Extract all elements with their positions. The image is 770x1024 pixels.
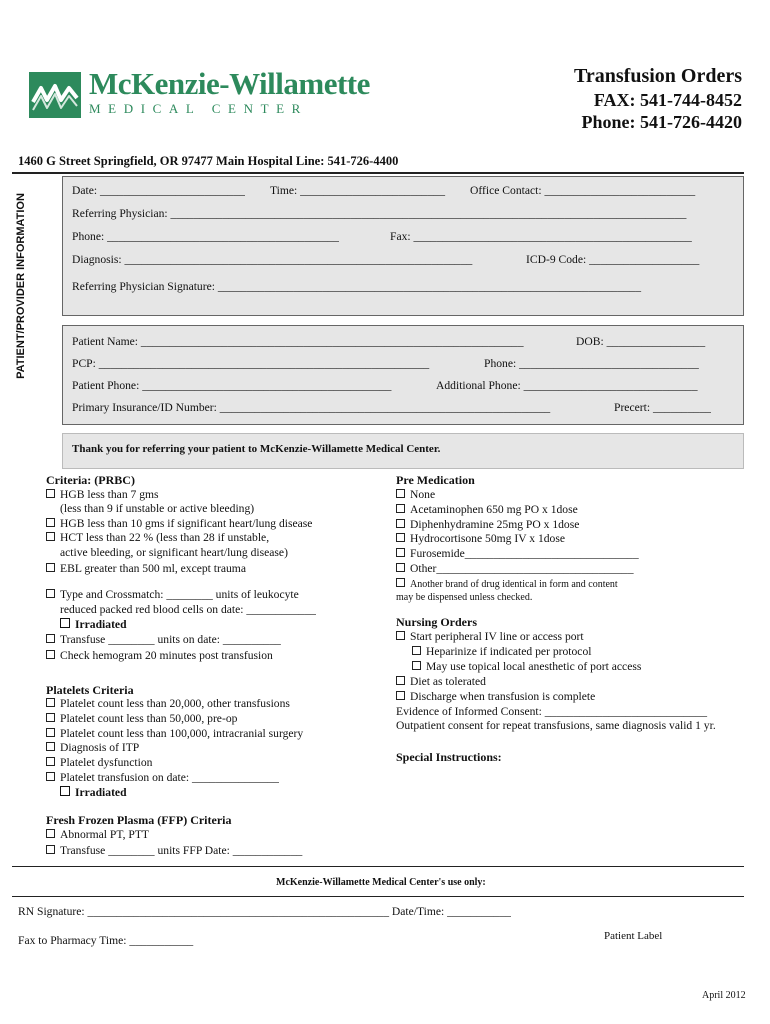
divider: [12, 172, 744, 174]
checkbox[interactable]: [46, 829, 55, 838]
patient-label: Patient Label: [604, 930, 663, 942]
nursing-heading: Nursing Orders: [396, 615, 477, 629]
referring-physician-field[interactable]: Referring Physician: _________________________________________________________________________________________: [72, 207, 687, 220]
dob-field[interactable]: DOB: _________________: [576, 335, 706, 348]
outpatient-consent: Outpatient consent for repeat transfusions, same diagnosis valid 1 yr.: [396, 719, 716, 732]
diet: Diet as tolerated: [410, 675, 486, 688]
logo-mark: [29, 72, 81, 118]
prbc-item: (less than 9 if unstable or active bleeding): [60, 502, 255, 515]
checkbox[interactable]: [46, 772, 55, 781]
checkbox[interactable]: [46, 634, 55, 643]
divider: [12, 896, 744, 897]
checkbox[interactable]: [46, 713, 55, 722]
pcp-phone-field[interactable]: Phone: _______________________________: [484, 357, 699, 370]
logo-wave-icon: [29, 72, 81, 118]
checkbox[interactable]: [396, 548, 405, 557]
side-label-text: PATIENT/PROVIDER INFORMATION: [15, 193, 27, 379]
premed-item: Acetaminophen 650 mg PO x 1dose: [410, 503, 578, 516]
start-iv: Start peripheral IV line or access port: [410, 630, 584, 643]
insurance-field[interactable]: Primary Insurance/ID Number: _________________________________________________________: [72, 401, 551, 414]
time-field[interactable]: Time: _________________________: [270, 184, 446, 197]
precert-field[interactable]: Precert: __________: [614, 401, 711, 414]
check-hemogram: Check hemogram 20 minutes post transfusion: [60, 649, 273, 662]
platelet-item: Platelet count less than 20,000, other transfusions: [60, 697, 290, 710]
ffp-item: Transfuse ________ units FFP Date: ____________: [60, 844, 303, 857]
checkbox[interactable]: [396, 691, 405, 700]
checkbox[interactable]: [396, 631, 405, 640]
platelet-item: Platelet transfusion on date: _______________: [60, 771, 279, 784]
checkbox[interactable]: [412, 661, 421, 670]
checkbox[interactable]: [46, 563, 55, 572]
brand-name: McKenzie-Willamette: [89, 66, 370, 101]
ffp-item: Abnormal PT, PTT: [60, 828, 149, 841]
header-phone: Phone: 541-726-4420: [581, 112, 742, 132]
discharge: Discharge when transfusion is complete: [410, 690, 596, 703]
hospital-address: 1460 G Street Springfield, OR 97477 Main Hospital Line: 541-726-4400: [18, 154, 399, 168]
platelets-heading: Platelets Criteria: [46, 683, 134, 697]
pcp-field[interactable]: PCP: _________________________________________________________: [72, 357, 430, 370]
prbc-item: HCT less than 22 % (less than 28 if unstable,: [60, 531, 270, 544]
checkbox[interactable]: [396, 563, 405, 572]
checkbox[interactable]: [396, 676, 405, 685]
brand-note: Another brand of drug identical in form and content: [410, 579, 618, 590]
premed-item: Furosemide______________________________: [410, 547, 639, 560]
office-contact-field[interactable]: Office Contact: __________________________: [470, 184, 696, 197]
physician-signature-field[interactable]: Referring Physician Signature: _________________________________________________________________________: [72, 280, 642, 293]
prbc-item: HGB less than 7 gms: [60, 488, 159, 501]
topical-anesthetic: May use topical local anesthetic of port access: [426, 660, 642, 673]
heparinize: Heparinize if indicated per protocol: [426, 645, 592, 658]
additional-phone-field[interactable]: Additional Phone: ______________________________: [436, 379, 698, 392]
patient-phone-field[interactable]: Patient Phone: ___________________________________________: [72, 379, 392, 392]
page-title: Transfusion Orders: [574, 65, 742, 87]
checkbox[interactable]: [396, 504, 405, 513]
checkbox[interactable]: [46, 518, 55, 527]
checkbox[interactable]: [396, 533, 405, 542]
prbc-irradiated: Irradiated: [75, 618, 127, 631]
side-label: [10, 176, 32, 396]
checkbox[interactable]: [396, 519, 405, 528]
special-instructions-label: Special Instructions:: [396, 750, 502, 764]
patient-name-field[interactable]: Patient Name: __________________________________________________________________: [72, 335, 524, 348]
platelet-item: Diagnosis of ITP: [60, 741, 140, 754]
checkbox[interactable]: [46, 489, 55, 498]
brand-subtitle: MEDICAL CENTER: [89, 101, 308, 116]
checkbox[interactable]: [46, 532, 55, 541]
platelet-irradiated: Irradiated: [75, 786, 127, 799]
prbc-item: HGB less than 10 gms if significant heart/lung disease: [60, 517, 313, 530]
use-only-label: McKenzie-Willamette Medical Center's use only:: [276, 877, 486, 888]
checkbox[interactable]: [412, 646, 421, 655]
checkbox[interactable]: [46, 589, 55, 598]
provider-fax-field[interactable]: Fax: ________________________________________________: [390, 230, 692, 243]
type-crossmatch: Type and Crossmatch: ________ units of leukocyte: [60, 588, 299, 601]
form-date: April 2012: [702, 990, 746, 1001]
provider-info-box: [62, 176, 744, 316]
icd9-field[interactable]: ICD-9 Code: ___________________: [526, 253, 700, 266]
premed-item: Diphenhydramine 25mg PO x 1dose: [410, 518, 580, 531]
premed-item: Other__________________________________: [410, 562, 634, 575]
informed-consent-field[interactable]: Evidence of Informed Consent: ____________________________: [396, 705, 708, 718]
thank-you-text: Thank you for referring your patient to McKenzie-Willamette Medical Center.: [72, 443, 441, 455]
checkbox[interactable]: [46, 845, 55, 854]
divider: [12, 866, 744, 867]
platelet-item: Platelet count less than 100,000, intracranial surgery: [60, 727, 304, 740]
platelet-item: Platelet count less than 50,000, pre-op: [60, 712, 238, 725]
checkbox[interactable]: [46, 757, 55, 766]
premed-item: None: [410, 488, 436, 501]
prbc-transfuse: Transfuse ________ units on date: __________: [60, 633, 281, 646]
prbc-item: active bleeding, or significant heart/lung disease): [60, 546, 288, 559]
checkbox[interactable]: [46, 728, 55, 737]
type-crossmatch-date[interactable]: reduced packed red blood cells on date: ____________: [60, 603, 316, 616]
fax-pharmacy-field[interactable]: Fax to Pharmacy Time: ___________: [18, 934, 194, 947]
brand-note-2: may be dispensed unless checked.: [396, 592, 533, 603]
checkbox[interactable]: [46, 650, 55, 659]
checkbox[interactable]: [60, 786, 70, 796]
checkbox[interactable]: [46, 698, 55, 707]
checkbox[interactable]: [396, 578, 405, 587]
diagnosis-field[interactable]: Diagnosis: ____________________________________________________________: [72, 253, 473, 266]
date-field[interactable]: Date: _________________________: [72, 184, 245, 197]
ffp-heading: Fresh Frozen Plasma (FFP) Criteria: [46, 813, 232, 827]
prbc-item: EBL greater than 500 ml, except trauma: [60, 562, 246, 575]
checkbox[interactable]: [46, 742, 55, 751]
header-fax: FAX: 541-744-8452: [593, 90, 742, 110]
pre-medication-heading: Pre Medication: [396, 473, 475, 487]
platelet-item: Platelet dysfunction: [60, 756, 153, 769]
checkbox[interactable]: [396, 489, 405, 498]
premed-item: Hydrocortisone 50mg IV x 1dose: [410, 532, 565, 545]
prbc-heading: Criteria: (PRBC): [46, 473, 135, 487]
provider-phone-field[interactable]: Phone: ________________________________________: [72, 230, 339, 243]
rn-signature-field[interactable]: RN Signature: ____________________________________________________ Date/Time: ___________: [18, 905, 511, 918]
checkbox[interactable]: [60, 618, 70, 628]
